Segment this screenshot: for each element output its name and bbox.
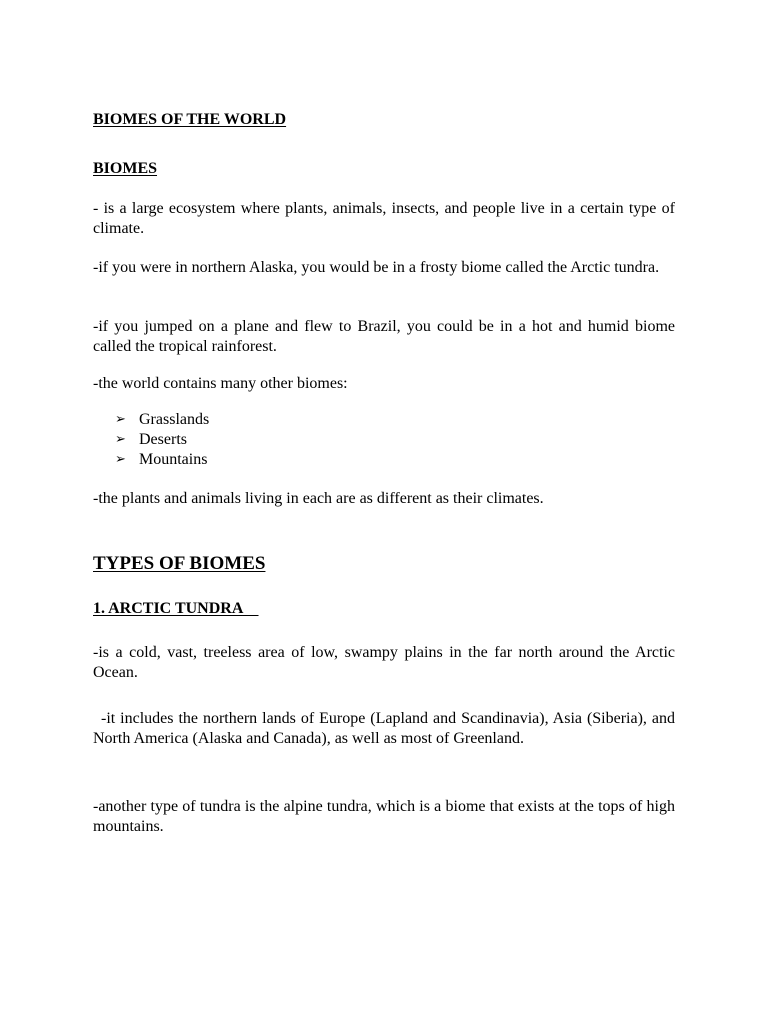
list-item [115, 450, 209, 470]
section-heading-arctic-tundra [93, 599, 259, 619]
biome-list [115, 410, 209, 470]
arctic-heading-text: 1. ARCTIC TUNDRA [93, 600, 243, 617]
list-item-label: Deserts [139, 431, 187, 448]
paragraph-arctic-definition: -is a cold, vast, treeless area of low, swampy plains in the far north around the Arctic Ocean. [93, 644, 675, 681]
arrow-bullet-icon: ➢ [115, 412, 126, 427]
arctic-heading-trail [243, 600, 259, 617]
list-item-label: Grasslands [139, 411, 210, 428]
paragraph-arctic-regions: -it includes the northern lands of Europe (Lapland and Scandinavia), Asia (Siberia), and North America (Alaska and Canada), as well as most of Greenland. [93, 710, 675, 747]
paragraph-brazil: -if you jumped on a plane and flew to Brazil, you could be in a hot and humid biome called the tropical rainforest. [93, 318, 675, 355]
list-item [115, 430, 209, 450]
arrow-bullet-icon: ➢ [115, 432, 126, 447]
paragraph-alpine-tundra: -another type of tundra is the alpine tundra, which is a biome that exists at the tops of high mountains. [93, 798, 675, 835]
list-item-label: Mountains [139, 451, 208, 468]
paragraph-other-biomes: -the world contains many other biomes: [93, 375, 348, 392]
paragraph-alaska: -if you were in northern Alaska, you would be in a frosty biome called the Arctic tundra. [93, 259, 660, 276]
list-item [115, 410, 209, 430]
section-heading-types: TYPES OF BIOMES [93, 553, 266, 574]
paragraph-closing: -the plants and animals living in each are as different as their climates. [93, 490, 544, 507]
arrow-bullet-icon: ➢ [115, 452, 126, 467]
section-heading-biomes: BIOMES [93, 160, 158, 177]
paragraph-biome-definition: - is a large ecosystem where plants, animals, insects, and people live in a certain type of climate. [93, 200, 675, 237]
document-title: BIOMES OF THE WORLD [93, 111, 287, 128]
